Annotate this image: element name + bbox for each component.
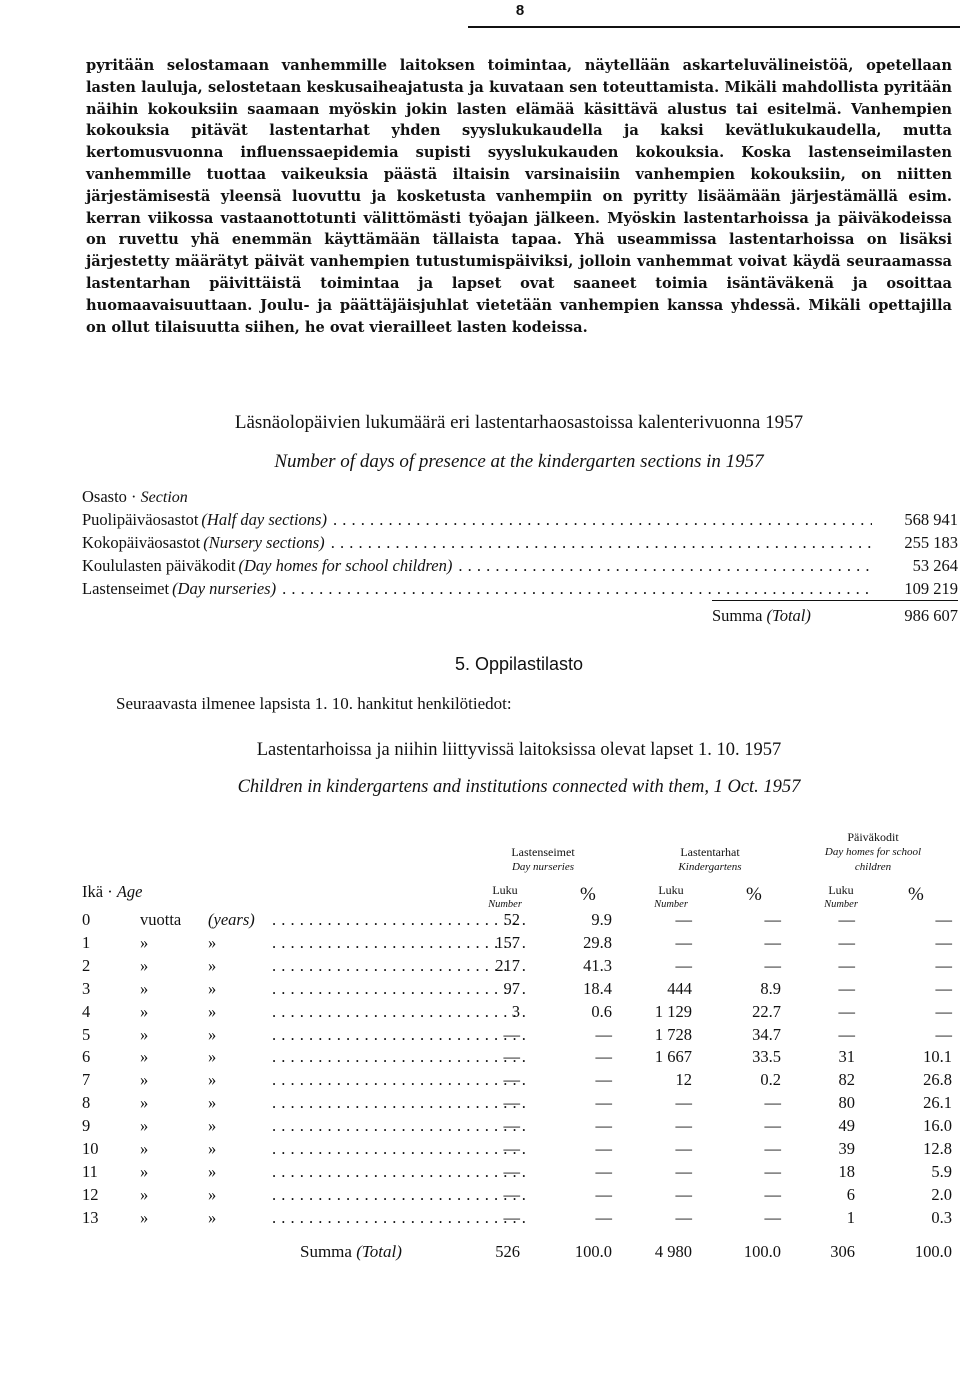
total-label-en: (Total): [766, 606, 811, 625]
row-label-en: (Day nurseries): [172, 579, 277, 598]
table2-row: [82, 1025, 958, 1047]
row-label-fi: Puolipäiväosastot: [82, 510, 199, 529]
ditto-mark: »: [140, 1116, 149, 1136]
subheader-percent: %: [746, 884, 762, 905]
cell-value: —: [838, 1001, 855, 1021]
ditto-mark: »: [140, 978, 149, 998]
cell-value: —: [764, 1207, 781, 1227]
subheader-number: [636, 884, 706, 911]
total-cell-value: 306: [830, 1242, 855, 1261]
cell-value: 1 728: [654, 1024, 692, 1044]
total-value: 986 607: [904, 606, 958, 625]
cell-value: —: [935, 1001, 952, 1021]
page-number: 8: [515, 2, 525, 19]
table2-row: [82, 910, 958, 932]
header-rule: [468, 26, 960, 28]
cell-value: 52: [503, 910, 520, 929]
ditto-mark: »: [208, 1047, 217, 1067]
leader-dots: [282, 579, 872, 599]
table2-row: [82, 1047, 958, 1069]
cell-value: —: [675, 1207, 692, 1227]
age-value: 3: [82, 978, 91, 998]
cell-value: 26.1: [923, 1093, 952, 1113]
table2-row: [82, 1208, 958, 1230]
cell-value: —: [764, 1161, 781, 1181]
number-label-fi: Luku: [828, 883, 854, 897]
cell-value: —: [675, 1116, 692, 1136]
cell-value: —: [935, 1024, 952, 1044]
ditto-mark: »: [140, 1161, 149, 1181]
leader-dots: [272, 1047, 528, 1067]
age-value: 7: [82, 1070, 91, 1090]
cell-value: 26.8: [923, 1070, 952, 1090]
ditto-mark: »: [140, 1024, 149, 1044]
ditto-mark: »: [208, 1139, 217, 1158]
unit-fi: vuotta: [140, 910, 182, 929]
cell-value: 10.1: [923, 1047, 952, 1067]
cell-value: —: [595, 1161, 612, 1181]
cell-value: —: [935, 955, 952, 975]
age-value: 4: [82, 1001, 91, 1021]
table1-title-fi: Läsnäolopäivien lukumäärä eri lastentarhaosastoissa kalenterivuonna 1957: [234, 412, 804, 433]
cell-value: —: [595, 1116, 612, 1136]
age-value: 9: [82, 1116, 91, 1136]
group-label-en: Kindergartens: [678, 861, 742, 873]
age-value: 13: [82, 1207, 99, 1227]
cell-value: —: [838, 1024, 855, 1044]
group-header-nurseries: [478, 845, 608, 874]
table2-row: [82, 1093, 958, 1115]
cell-value: 1 667: [654, 1047, 692, 1067]
cell-value: 34.7: [752, 1024, 781, 1044]
total-label-en: (Total): [356, 1242, 402, 1261]
cell-value: —: [503, 1139, 520, 1158]
leader-dots: [272, 910, 528, 930]
leader-dots: [272, 1162, 528, 1182]
number-label-fi: Luku: [658, 883, 684, 897]
ditto-mark: »: [208, 1070, 217, 1090]
age-value: 8: [82, 1093, 91, 1113]
ditto-mark: »: [140, 1001, 149, 1021]
leader-dots: [458, 556, 872, 576]
age-label-fi: Ikä: [82, 882, 104, 901]
table2-row: [82, 1185, 958, 1207]
cell-value: 9.9: [591, 910, 612, 929]
total-cell-value: 526: [495, 1242, 520, 1261]
cell-value: —: [764, 1116, 781, 1136]
cell-value: 8.9: [760, 978, 781, 998]
cell-value: —: [675, 1139, 692, 1158]
table2-row: [82, 1070, 958, 1092]
cell-value: 217: [495, 955, 520, 975]
cell-value: —: [595, 1024, 612, 1044]
table1-title-en: Number of days of presence at the kindergarten sections in 1957: [274, 451, 764, 472]
section-label-en: Section: [140, 489, 188, 506]
table1-row: [82, 510, 958, 532]
ditto-mark: »: [208, 978, 217, 998]
total-cell-value: 100.0: [574, 1242, 612, 1261]
leader-dots: [333, 510, 872, 530]
ditto-mark: »: [140, 1207, 149, 1227]
table2-row: [82, 979, 958, 1001]
cell-value: —: [838, 955, 855, 975]
cell-value: —: [838, 932, 855, 952]
row-value: 109 219: [904, 579, 958, 598]
cell-value: 18.4: [583, 978, 612, 998]
row-value: 255 183: [904, 533, 958, 552]
cell-value: —: [503, 1184, 520, 1204]
cell-value: —: [503, 1161, 520, 1181]
cell-value: —: [675, 910, 692, 929]
age-value: 1: [82, 932, 91, 952]
age-value: 5: [82, 1024, 91, 1044]
leader-dots: [272, 1208, 528, 1228]
ditto-mark: »: [208, 1024, 217, 1044]
cell-value: 41.3: [583, 955, 612, 975]
age-value: 11: [82, 1161, 98, 1181]
cell-value: 82: [838, 1070, 855, 1090]
cell-value: —: [503, 1024, 520, 1044]
cell-value: 22.7: [752, 1001, 781, 1021]
total-cell-value: 100.0: [914, 1242, 952, 1261]
cell-value: 12.8: [923, 1139, 952, 1158]
total-label-fi: Summa: [300, 1242, 352, 1261]
ditto-mark: »: [140, 1070, 149, 1090]
leader-dots: [272, 1025, 528, 1045]
cell-value: 0.3: [931, 1207, 952, 1227]
cell-value: —: [764, 1184, 781, 1204]
cell-value: —: [595, 1047, 612, 1067]
cell-value: —: [675, 1161, 692, 1181]
cell-value: 31: [838, 1047, 855, 1067]
table1-row: [82, 556, 958, 578]
number-label-en: Number: [824, 899, 858, 910]
cell-value: —: [503, 1047, 520, 1067]
cell-value: —: [764, 1139, 781, 1158]
subheader-number: [470, 884, 540, 911]
cell-value: 29.8: [583, 932, 612, 952]
total-cell-value: 100.0: [743, 1242, 781, 1261]
table2-row: [82, 1116, 958, 1138]
cell-value: 157: [495, 932, 520, 952]
cell-value: 0.2: [760, 1070, 781, 1090]
cell-value: 33.5: [752, 1047, 781, 1067]
cell-value: —: [764, 1093, 781, 1113]
table1-row: [82, 533, 958, 555]
ditto-mark: »: [140, 955, 149, 975]
leader-dots: [272, 1093, 528, 1113]
leader-dots: [272, 1116, 528, 1136]
section5-heading: 5. Oppilastilasto: [454, 654, 584, 674]
body-paragraph: pyritään selostamaan vanhemmille laitoksen toimintaa, näytellään askarteluvälineistöä, opetellaan lasten lauluja, selostetaan keskusaiheajatusta ja kuvataan sen toteuttamista. Mikäli mahdollista pyritään näihin kokouksiin saamaan myöskin jokin lasten elämää käsittävä alustus tai esitelmä. Vanhempien kokouksia pitävät lastentarhat yhden syyslukukaudella ja kaksi kevätlukukaudella, mutta kertomusvuonna influenssaepidemia supisti syyslukukauden kokouksia. Koska lastenseimilasten vanhemmille tuottaa vaikeuksia päästä iltaisin varsinaisiin vanhempien kokouksiin, on niitten järjestämisestä yleensä luovuttu ja kosketusta vanhempiin on pyritty lisäämään järjestämällä esim. kerran viikossa vastaanottotunti välittömästi työajan jälkeen. Myöskin lastentarhoissa ja päiväkodeissa on ruvettu yhä enemmän käyttämään tällaista tapaa. Yhä useammissa lastentarhoissa on lisäksi järjestetty määrätyt päivät vanhempien tutustumispäiviksi, jolloin vanhemmat voivat käydä seuraamassa lastentarhan päivittäistä toimintaa ja lapset ovat saaneet toimia isäntäväkenä ja osoittaa huomaavaisuuttaan. Joulu- ja päättäjäisjuhlat vietetään vanhempien kanssa yhdessä. Mikäli opettajilla on ollut tilaisuutta siihen, he ovat vierailleet lasten kodeissa.: [86, 57, 952, 336]
row-label-fi: Koululasten päiväkodit: [82, 556, 236, 575]
section-column-label: Osasto · Section: [82, 487, 188, 506]
ditto-mark: »: [140, 1139, 149, 1158]
cell-value: 444: [667, 978, 692, 998]
ditto-mark: »: [208, 1161, 217, 1181]
cell-value: —: [838, 978, 855, 998]
number-label-en: Number: [488, 899, 522, 910]
section5-intro: Seuraavasta ilmenee lapsista 1. 10. hankitut henkilötiedot:: [116, 694, 512, 713]
table1-row: [82, 579, 958, 601]
table2-row: [82, 1162, 958, 1184]
group-header-dayhomes: [808, 830, 938, 874]
row-value: 53 264: [912, 556, 958, 575]
subheader-percent: %: [908, 884, 924, 905]
table2-total-row: [82, 1242, 958, 1264]
table2-title-en: Children in kindergartens and institutions connected with them, 1 Oct. 1957: [237, 777, 801, 797]
ditto-mark: »: [140, 1093, 149, 1113]
cell-value: 6: [846, 1184, 855, 1204]
table2-row: [82, 956, 958, 978]
age-value: 12: [82, 1184, 99, 1204]
age-value: 0: [82, 910, 91, 929]
table2-row: [82, 1002, 958, 1024]
cell-value: 0.6: [591, 1001, 612, 1021]
cell-value: 49: [838, 1116, 855, 1136]
cell-value: —: [595, 1139, 612, 1158]
cell-value: 2.0: [931, 1184, 952, 1204]
row-label-en: (Day homes for school children): [238, 556, 453, 575]
ditto-mark: »: [140, 932, 149, 952]
cell-value: 80: [838, 1093, 855, 1113]
leader-dots: [272, 933, 528, 953]
row-label-en: (Half day sections): [201, 510, 327, 529]
row-label-fi: Lastenseimet: [82, 579, 170, 598]
cell-value: —: [935, 932, 952, 952]
age-label-en: Age: [116, 882, 143, 901]
cell-value: —: [935, 978, 952, 998]
table2-row: [82, 933, 958, 955]
cell-value: —: [503, 1116, 520, 1136]
ditto-mark: »: [208, 932, 217, 952]
cell-value: 1 129: [654, 1001, 692, 1021]
subheader-number: [806, 884, 876, 911]
age-value: 10: [82, 1139, 99, 1158]
cell-value: —: [595, 1207, 612, 1227]
leader-dots: [272, 956, 528, 976]
age-value: 2: [82, 955, 91, 975]
age-column-header: Ikä · Age: [82, 882, 143, 901]
cell-value: —: [838, 910, 855, 929]
cell-value: 97: [503, 978, 520, 998]
cell-value: —: [595, 1093, 612, 1113]
group-label-en: Day nurseries: [511, 861, 575, 873]
cell-value: —: [764, 910, 781, 929]
section-label-fi: Osasto: [82, 487, 127, 506]
leader-dots: [272, 1139, 528, 1159]
leader-dots: [272, 1185, 528, 1205]
leader-dots: [272, 1002, 528, 1022]
ditto-mark: »: [208, 1207, 217, 1227]
ditto-mark: »: [208, 1116, 217, 1136]
total-label-fi: Summa: [712, 606, 763, 625]
cell-value: 16.0: [923, 1116, 952, 1136]
cell-value: 5.9: [931, 1161, 952, 1181]
ditto-mark: »: [140, 1184, 149, 1204]
group-label-fi: Lastentarhat: [680, 845, 740, 859]
cell-value: —: [675, 1184, 692, 1204]
table2-title-fi: Lastentarhoissa ja niihin liittyvissä laitoksissa olevat lapset 1. 10. 1957: [256, 740, 782, 760]
row-label-fi: Kokopäiväosastot: [82, 533, 201, 552]
table1-total-rule: [712, 600, 958, 601]
age-value: 6: [82, 1047, 91, 1067]
cell-value: 18: [838, 1161, 855, 1181]
row-label-en: (Nursery sections): [203, 533, 325, 552]
ditto-mark: »: [208, 1001, 217, 1021]
cell-value: —: [503, 1207, 520, 1227]
cell-value: —: [935, 910, 952, 929]
cell-value: 39: [838, 1139, 855, 1158]
cell-value: —: [675, 955, 692, 975]
ditto-mark: »: [208, 1184, 217, 1204]
number-label-en: Number: [654, 899, 688, 910]
cell-value: —: [675, 1093, 692, 1113]
group-header-kindergartens: [645, 845, 775, 874]
cell-value: —: [503, 1093, 520, 1113]
cell-value: —: [503, 1070, 520, 1090]
leader-dots: [272, 979, 528, 999]
cell-value: —: [595, 1184, 612, 1204]
group-label-en: Day homes for school children: [824, 846, 922, 873]
unit-en: (years): [208, 910, 255, 929]
table1-total-row: [712, 606, 958, 626]
subheader-percent: %: [580, 884, 596, 905]
table2-row: [82, 1139, 958, 1161]
leader-dots: [272, 1070, 528, 1090]
number-label-fi: Luku: [492, 883, 518, 897]
group-label-fi: Lastenseimet: [511, 845, 575, 859]
ditto-mark: »: [208, 1093, 217, 1113]
ditto-mark: »: [140, 1047, 149, 1067]
cell-value: —: [595, 1070, 612, 1090]
cell-value: —: [764, 955, 781, 975]
row-value: 568 941: [904, 510, 958, 529]
cell-value: 1: [846, 1207, 855, 1227]
cell-value: —: [675, 932, 692, 952]
cell-value: 12: [675, 1070, 692, 1090]
cell-value: —: [764, 932, 781, 952]
group-label-fi: Päiväkodit: [847, 830, 899, 844]
total-cell-value: 4 980: [654, 1242, 692, 1261]
cell-value: 3: [511, 1001, 520, 1021]
leader-dots: [331, 533, 872, 553]
ditto-mark: »: [208, 955, 217, 975]
